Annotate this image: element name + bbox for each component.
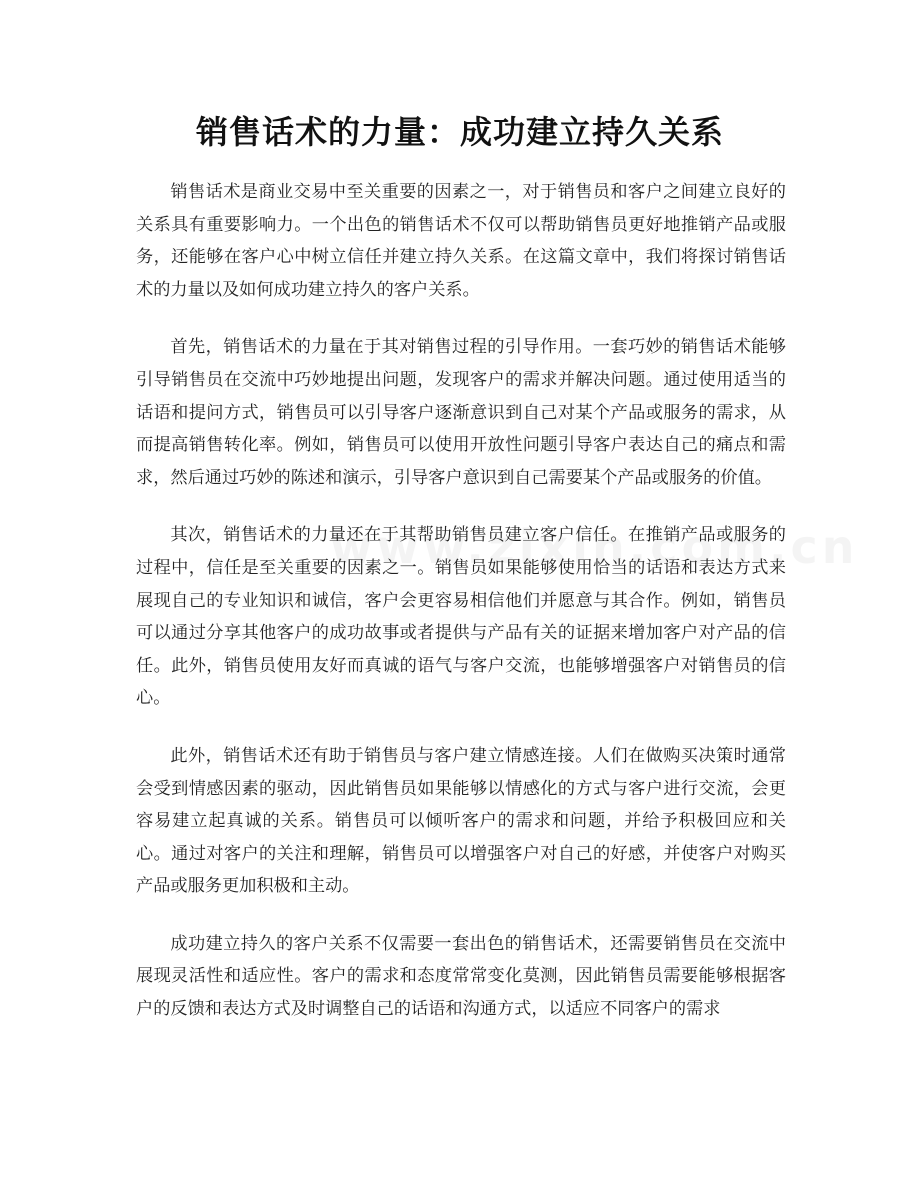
document-title: 销售话术的力量：成功建立持久关系 xyxy=(195,113,724,151)
document-body xyxy=(136,176,786,1051)
paragraph-5: 成功建立持久的客户关系不仅需要一套出色的销售话术，还需要销售员在交流中展现灵活性和适应性。客户的需求和态度常常变化莫测，因此销售员需要能够根据客户的反馈和表达方式及时调整自己的话语和沟通方式，以适应不同客户的需求 xyxy=(136,933,786,1020)
paragraph-2: 首先，销售话术的力量在于其对销售过程的引导作用。一套巧妙的销售话术能够引导销售员在交流中巧妙地提出问题，发现客户的需求并解决问题。通过使用适当的话语和提问方式，销售员可以引导客户逐渐意识到自己对某个产品或服务的需求，从而提高销售转化率。例如，销售员可以使用开放性问题引导客户表达自己的痛点和需求，然后通过巧妙的陈述和演示，引导客户意识到自己需要某个产品或服务的价值。 xyxy=(136,337,786,488)
paragraph-3: 其次，销售话术的力量还在于其帮助销售员建立客户信任。在推销产品或服务的过程中，信任是至关重要的因素之一。销售员如果能够使用恰当的话语和表达方式来展现自己的专业知识和诚信，客户会更容易相信他们并愿意与其合作。例如，销售员可以通过分享其他客户的成功故事或者提供与产品有关的证据来增加客户对产品的信任。此外，销售员使用友好而真诚的语气与客户交流，也能够增强客户对销售员的信心。 xyxy=(136,525,786,709)
paragraph-1: 销售话术是商业交易中至关重要的因素之一，对于销售员和客户之间建立良好的关系具有重要影响力。一个出色的销售话术不仅可以帮助销售员更好地推销产品或服务，还能够在客户心中树立信任并建立持久关系。在这篇文章中，我们将探讨销售话术的力量以及如何成功建立持久的客户关系。 xyxy=(136,182,786,300)
paragraph-4: 此外，销售话术还有助于销售员与客户建立情感连接。人们在做购买决策时通常会受到情感因素的驱动，因此销售员如果能够以情感化的方式与客户进行交流，会更容易建立起真诚的关系。销售员可以倾听客户的需求和问题，并给予积极回应和关心。通过对客户的关注和理解，销售员可以增强客户对自己的好感，并使客户对购买产品或服务更加积极和主动。 xyxy=(136,745,786,897)
